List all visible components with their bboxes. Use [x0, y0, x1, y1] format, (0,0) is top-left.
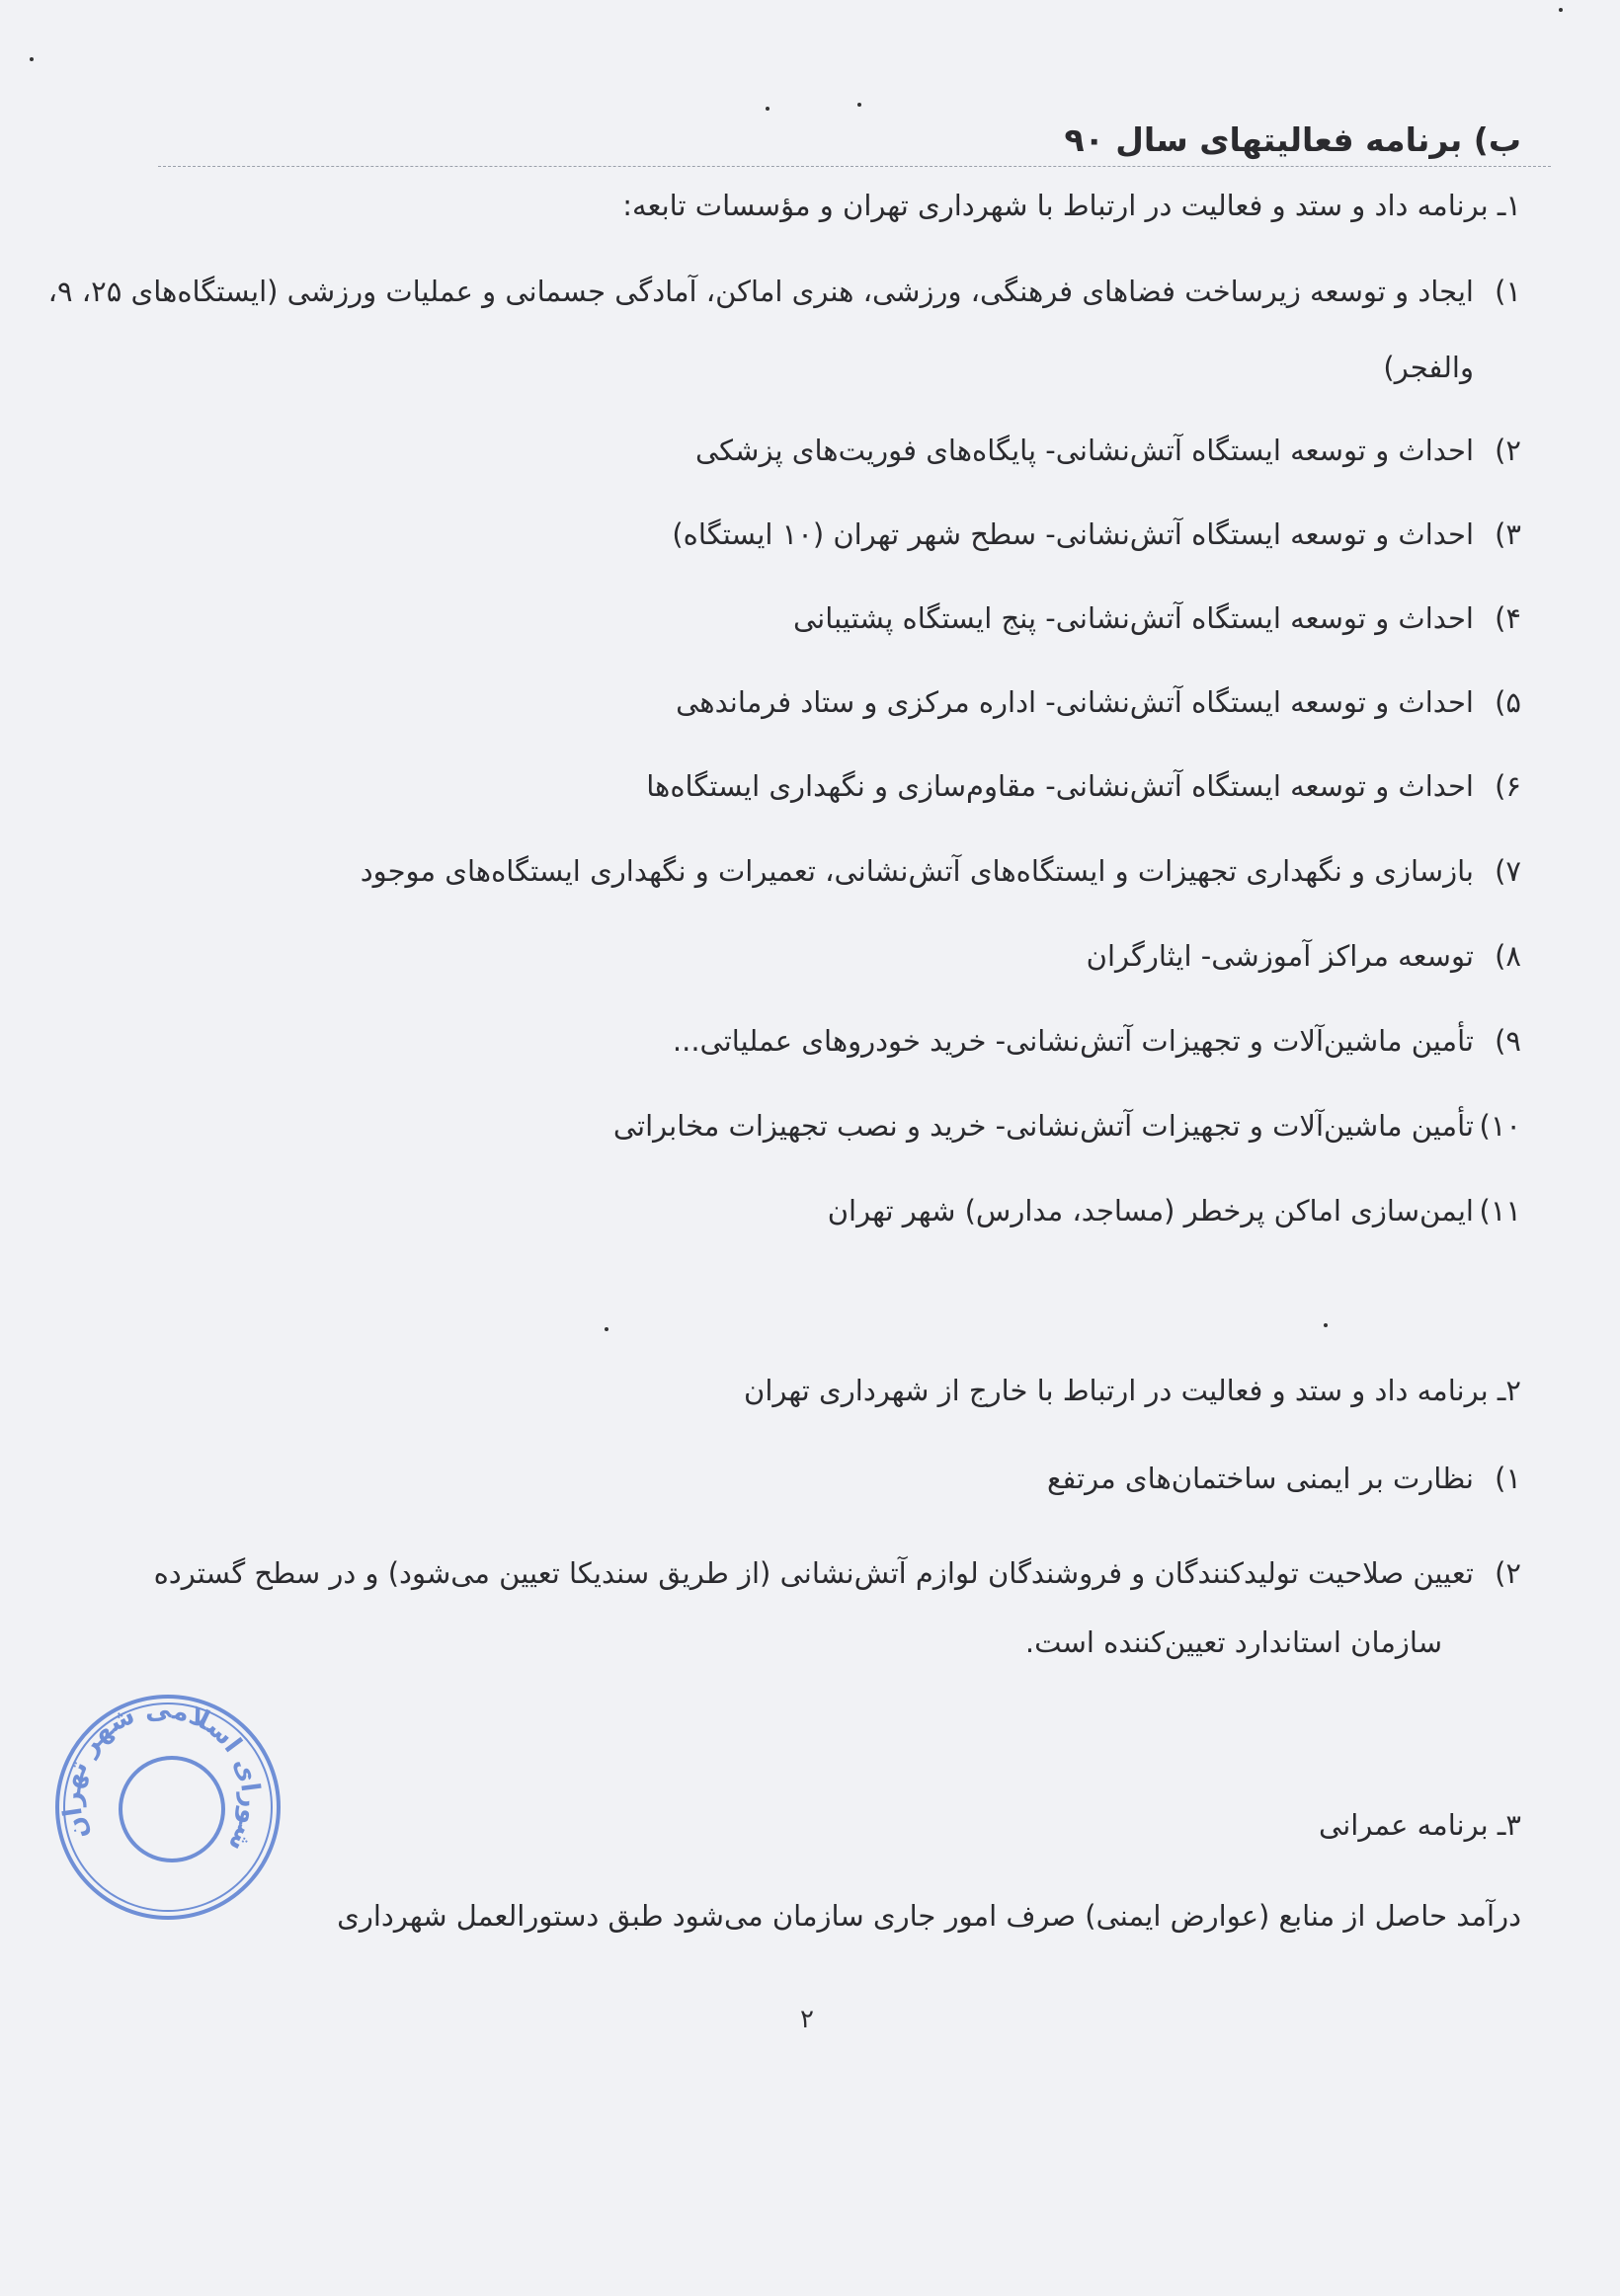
list-item [613, 1106, 1521, 1146]
list-item [828, 1191, 1521, 1230]
item-number: ۱) [1495, 1462, 1521, 1495]
scan-speck [1559, 8, 1563, 12]
item-continuation: والفجر) [1383, 351, 1474, 384]
item-text: تأمین ماشین‌آلات و تجهیزات آتش‌نشانی- خرید خودروهای عملیاتی... [672, 1024, 1474, 1058]
item-number: ۳) [1495, 517, 1521, 551]
scan-speck [1324, 1323, 1328, 1327]
list-item [793, 598, 1521, 638]
scan-speck [766, 107, 770, 111]
item-text: تعیین صلاحیت تولیدکنندگان و فروشندگان لوازم آتش‌نشانی (از طریق سندیکا تعیین می‌شود) و در سطح گسترده [153, 1556, 1474, 1590]
item-number: ۵) [1495, 685, 1521, 719]
item-number: ۱) [1495, 275, 1521, 308]
item-number: ۱۰) [1479, 1109, 1521, 1143]
list-item [672, 515, 1521, 554]
item-text: ایمن‌سازی اماکن پرخطر (مساجد، مدارس) شهر تهران [827, 1194, 1474, 1227]
item-text: توسعه مراکز آموزشی- ایثارگران [1086, 939, 1474, 973]
scan-speck [30, 57, 34, 61]
item-text: ایجاد و توسعه زیرساخت فضاهای فرهنگی، ورزشی، هنری اماکن، آمادگی جسمانی و عملیات ورزشی (ایستگاه‌های ۲۵، ۹، [47, 275, 1474, 308]
item-text: احداث و توسعه ایستگاه آتش‌نشانی- سطح شهر تهران (۱۰ ایستگاه) [672, 517, 1474, 551]
section-1-title: ۱ـ برنامه داد و ستد و فعالیت در ارتباط با شهرداری تهران و مؤسسات تابعه: [622, 189, 1521, 222]
scan-speck [857, 103, 861, 107]
item-text: احداث و توسعه ایستگاه آتش‌نشانی- پایگاه‌های فوریت‌های پزشکی [695, 434, 1474, 467]
item-text: تأمین ماشین‌آلات و تجهیزات آتش‌نشانی- خرید و نصب تجهیزات مخابراتی [612, 1109, 1474, 1143]
scan-speck [605, 1327, 608, 1331]
item-text: نظارت بر ایمنی ساختمان‌های مرتفع [1046, 1462, 1474, 1495]
council-seal-stamp [51, 1691, 284, 1924]
list-item [673, 1021, 1521, 1061]
list-item [1087, 936, 1521, 976]
item-number: ۶) [1495, 769, 1521, 803]
list-item [48, 272, 1521, 311]
item-text: احداث و توسعه ایستگاه آتش‌نشانی- پنج ایستگاه پشتیبانی [793, 601, 1474, 635]
item-number: ۴) [1495, 601, 1521, 635]
list-item [695, 431, 1521, 470]
seal-lettering: شورای اسلامی شهر تهران [57, 1695, 266, 1857]
page-heading: ب) برنامه فعالیتهای سال ۹۰ [1064, 120, 1521, 159]
item-text: احداث و توسعه ایستگاه آتش‌نشانی- مقاوم‌سازی و نگهداری ایستگاه‌ها [646, 769, 1474, 803]
item-number: ۱۱) [1479, 1194, 1521, 1227]
item-number: ۲) [1495, 434, 1521, 467]
item-continuation: سازمان استاندارد تعیین‌کننده است. [1024, 1625, 1442, 1659]
item-text: احداث و توسعه ایستگاه آتش‌نشانی- اداره مرکزی و ستاد فرماندهی [676, 685, 1474, 719]
section-3-title: ۳ـ برنامه عمرانی [1319, 1808, 1521, 1842]
list-item [676, 682, 1521, 722]
item-number: ۲) [1495, 1556, 1521, 1590]
item-text: بازسازی و نگهداری تجهیزات و ایستگاه‌های آتش‌نشانی، تعمیرات و نگهداری ایستگاه‌های موجود [360, 854, 1474, 888]
list-item [361, 851, 1521, 891]
item-number: ۸) [1495, 939, 1521, 973]
item-number: ۹) [1495, 1024, 1521, 1058]
section-3-body: درآمد حاصل از منابع (عوارض ایمنی) صرف امور جاری سازمان می‌شود طبق دستورالعمل شهرداری [337, 1899, 1521, 1933]
list-item [646, 766, 1521, 806]
section-2-title: ۲ـ برنامه داد و ستد و فعالیت در ارتباط با خارج از شهرداری تهران [744, 1374, 1521, 1407]
list-item [154, 1553, 1521, 1593]
list-item [1047, 1459, 1521, 1498]
heading-divider [158, 166, 1551, 167]
item-number: ۷) [1495, 854, 1521, 888]
page-number: ۲ [800, 2005, 814, 2034]
